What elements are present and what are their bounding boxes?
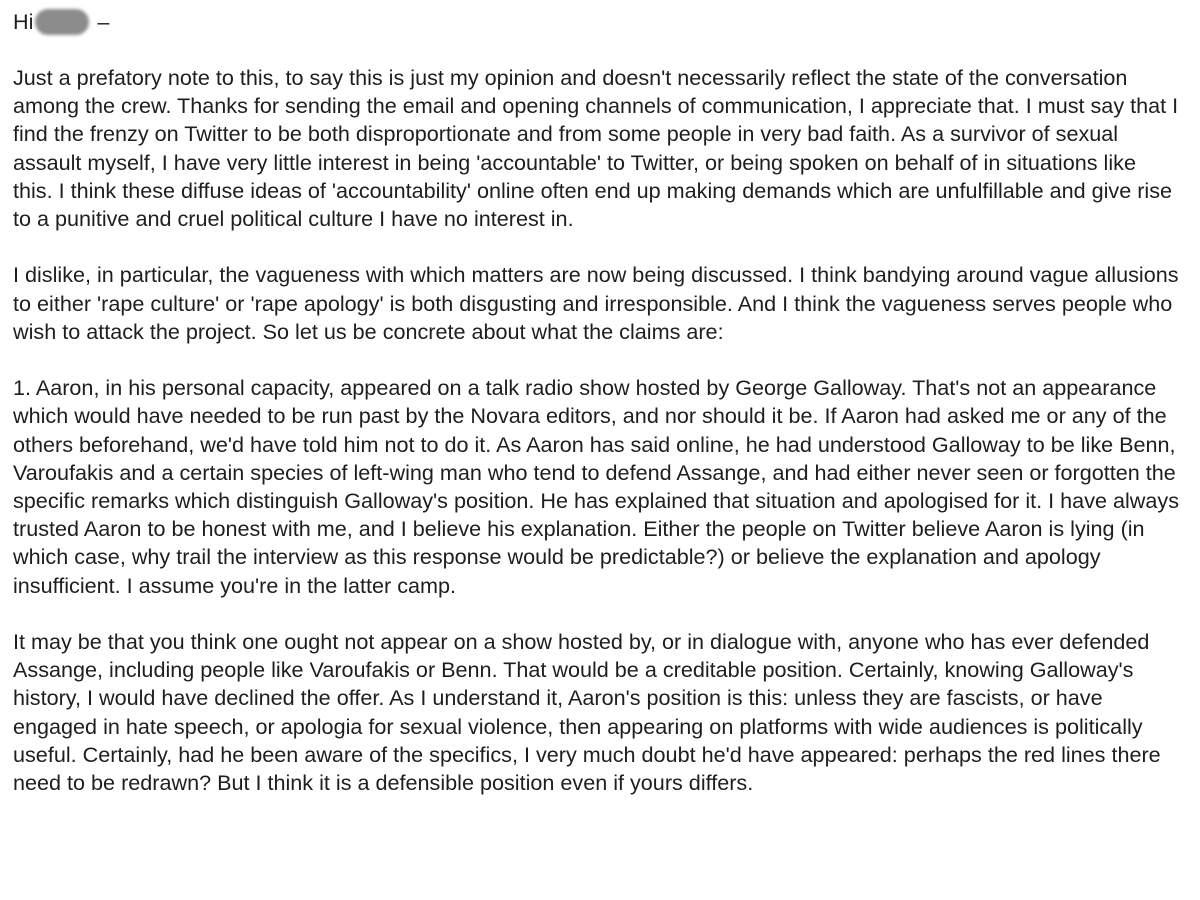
redacted-name-blur xyxy=(35,9,89,35)
greeting xyxy=(13,8,1180,36)
paragraph-position: It may be that you think one ought not appear on a show hosted by, or in dialogue with, anyone who has ever defended Assange, including people like Varoufakis or Benn. That would be a creditable position. Certainly, knowing Galloway's history, I would have declined the offer. As I understand it, Aaron's position is this: unless they are fascists, or have engaged in hate speech, or apologia for sexual violence, then appearing on platforms with wide audiences is politically useful. Certainly, had he been aware of the specifics, I very much doubt he'd have appeared: perhaps the red lines there need to be redrawn? But I think it is a defensible position even if yours differs. xyxy=(13,629,1161,796)
paragraph-claim-1: 1. Aaron, in his personal capacity, appeared on a talk radio show hosted by George Galloway. That's not an appearance which would have needed to be run past by the Novara editors, and nor should it be. If Aaron had asked me or any of the others beforehand, we'd have told him not to do it. As Aaron has said online, he had understood Galloway to be like Benn, Varoufakis and a certain species of left-wing man who tend to defend Assange, and had either never seen or forgotten the specific remarks which distinguish Galloway's position. He has explained that situation and apologised for it. I have always trusted Aaron to be honest with me, and I believe his explanation. Either the people on Twitter believe Aaron is lying (in which case, why trail the interview as this response would be predictable?) or believe the explanation and apology insufficient. I assume you're in the latter camp. xyxy=(13,375,1179,598)
paragraph-vagueness: I dislike, in particular, the vagueness with which matters are now being discussed. I think bandying around vague allusions to either 'rape culture' or 'rape apology' is both disgusting and irresponsible. And I think the vagueness serves people who wish to attack the project. So let us be concrete about what the claims are: xyxy=(13,262,1179,344)
greeting-dash: – xyxy=(97,8,110,34)
greeting-salutation: Hi xyxy=(13,8,34,34)
paragraph-prefatory-note: Just a prefatory note to this, to say this is just my opinion and doesn't necessarily reflect the state of the conversation among the crew. Thanks for sending the email and opening channels of communication, I appreciate that. I must say that I find the frenzy on Twitter to be both disproportionate and from some people in very bad faith. As a survivor of sexual assault myself, I have very little interest in being 'accountable' to Twitter, or being spoken on behalf of in situations like this. I think these diffuse ideas of 'accountability' online often end up making demands which are unfulfillable and give rise to a punitive and cruel political culture I have no interest in. xyxy=(13,65,1179,232)
